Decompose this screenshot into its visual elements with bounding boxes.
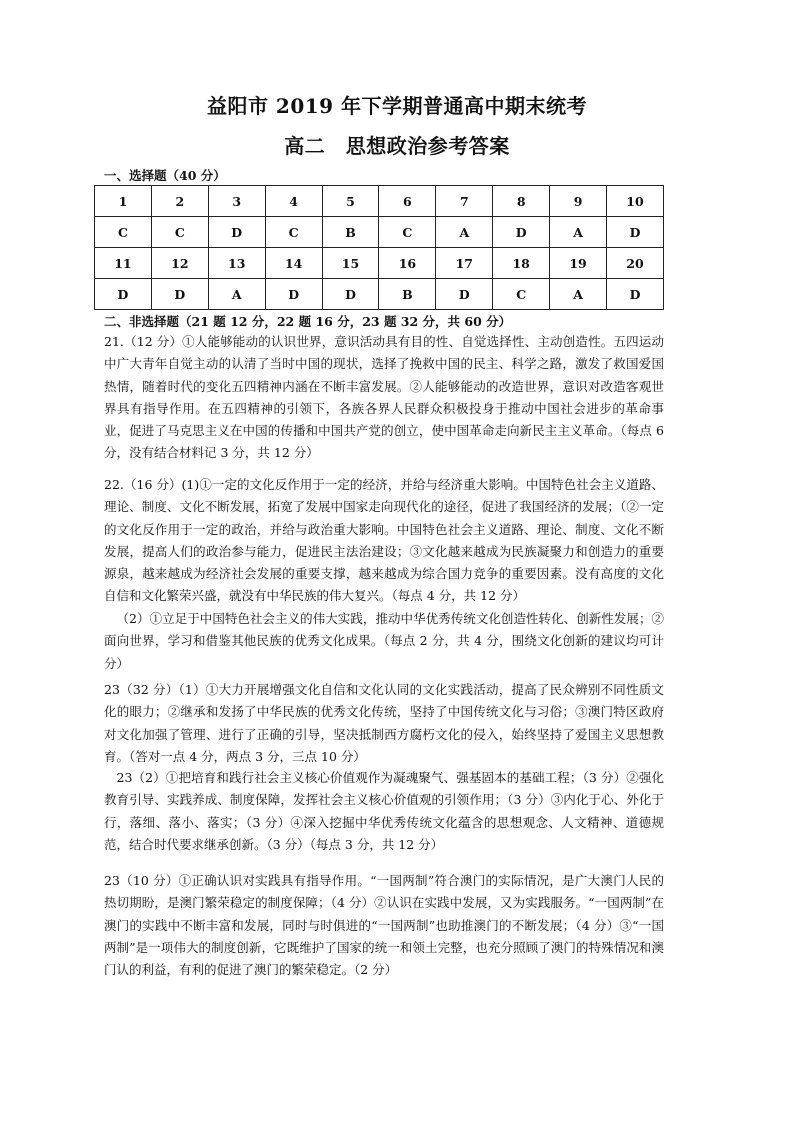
table-cell: 2 xyxy=(151,186,208,217)
answer-q22-part1: 22.（16 分）(1)①一定的文化反作用于一定的经济，并给与经济重大影响。中国特色社会主义道路、理论、制度、文化不断发展，拓宽了发展中国家走向现代化的途径，促进了我国经济的发展；（②一定的文化反作用于一定的政治，并给与政治重大影响。中国特色社会主义道路、理论、制度、文化不断发展，提高人们的政治参与能力，促进民主法治建设；③文化越来越成为民族凝聚力和创造力的重要源泉，越来越成为经济社会发展的重要支撑，越来越成为综合国力竞争的重要因素。没有高度的文化自信和文化繁荣兴盛，就没有中华民族的伟大复兴。（每点 4 分，共 12 分） xyxy=(104,477,664,604)
section1-heading: 一、选择题（40 分） xyxy=(104,168,226,183)
document-title: 益阳市 2019 年下学期普通高中期末统考 xyxy=(206,94,588,118)
table-cell: 14 xyxy=(265,248,322,279)
table-cell: D xyxy=(151,279,208,310)
table-cell: D xyxy=(607,217,664,248)
table-cell: C xyxy=(151,217,208,248)
table-cell: D xyxy=(322,279,379,310)
answer-q23-part1: 23（32 分）（1）①大力开展增强文化自信和文化认同的文化实践活动，提高了民众辨别不同性质文化的眼力；②继承和发扬了中华民族的优秀文化传统，坚持了中国传统文化与习俗；③澳门特区政府对文化加强了管理、进行了正确的引导，坚决抵制西方腐朽文化的侵入，始终坚持了爱国主义思想教育。（答对一点 4 分，两点 3 分，三点 10 分） xyxy=(104,682,664,764)
table-row xyxy=(95,279,664,310)
answer-q23-part3: 23（10 分）①正确认识对实践具有指导作用。“一国两制”符合澳门的实际情况，是广大澳门人民的热切期盼，是澳门繁荣稳定的制度保障；（4 分）②认识在实践中发展，又为实践服务。“一国两制”在澳门的实践中不断丰富和发展，同时与时俱进的“一国两制”也助推澳门的不断发展；（4 分）③“一国两制”是一项伟大的制度创新，它既维护了国家的统一和领土完整，也充分照顾了澳门的特殊情况和澳门认的利益，有利的促进了澳门的繁荣稳定。（2 分） xyxy=(104,873,664,978)
table-cell: B xyxy=(379,279,436,310)
answer-q23-part2: 23（2）①把培育和践行社会主义核心价值观作为凝魂聚气、强基固本的基础工程；（3 分）②强化教育引导、实践养成、制度保障，发挥社会主义核心价值观的引领作用；（3 分）③内化于心、外化于行，落细、落小、落实；（3 分）④深入挖掘中华优秀传统文化蕴含的思想观念、人文精神、道德规范，结合时代要求继承创新。（3 分）（每点 3 分，共 12 分） xyxy=(104,770,664,852)
table-cell: 12 xyxy=(151,248,208,279)
table-cell: A xyxy=(436,217,493,248)
table-cell: 18 xyxy=(493,248,550,279)
answer-q22-part2: （2）①立足于中国特色社会主义的伟大实践，推动中华优秀传统文化创造性转化、创新性发展；②面向世界，学习和借鉴其他民族的优秀文化成果。（每点 2 分，共 4 分，围绕文化创新的建议均可计分） xyxy=(104,611,664,671)
answer-q21: 21.（12 分）①人能够能动的认识世界，意识活动具有目的性、自觉选择性、主动创造性。五四运动中广大青年自觉主动的认清了当时中国的现状，选择了挽救中国的民主、科学之路，激发了救国爱国热情，随着时代的变化五四精神内涵在不断丰富发展。②人能够能动的改造世界，意识对改造客观世界具有指导作用。在五四精神的引领下，各族各界人民群众积极投身于推动中国社会进步的革命事业，促进了马克思主义在中国的传播和中国共产党的创立，使中国革命走向新民主主义革命。（每点 6 分，没有结合材料记 3 分，共 12 分） xyxy=(104,334,664,461)
table-row xyxy=(95,217,664,248)
table-row xyxy=(95,186,664,217)
table-cell: 11 xyxy=(95,248,152,279)
table-cell: C xyxy=(265,217,322,248)
table-cell: 1 xyxy=(95,186,152,217)
table-cell: D xyxy=(436,279,493,310)
table-cell: 17 xyxy=(436,248,493,279)
table-cell: C xyxy=(493,279,550,310)
table-cell: C xyxy=(95,217,152,248)
table-cell: C xyxy=(379,217,436,248)
table-cell: 15 xyxy=(322,248,379,279)
section2-heading: 二、非选择题（21 题 12 分，22 题 16 分，23 题 32 分，共 60 分） xyxy=(104,314,512,329)
table-cell: 10 xyxy=(607,186,664,217)
table-cell: 20 xyxy=(607,248,664,279)
table-cell: 19 xyxy=(550,248,607,279)
table-cell: 8 xyxy=(493,186,550,217)
table-cell: 4 xyxy=(265,186,322,217)
table-cell: 16 xyxy=(379,248,436,279)
table-cell: A xyxy=(550,279,607,310)
table-cell: 13 xyxy=(208,248,265,279)
table-row xyxy=(95,248,664,279)
table-cell: 3 xyxy=(208,186,265,217)
document-subtitle: 高二 思想政治参考答案 xyxy=(284,134,510,158)
table-cell: D xyxy=(265,279,322,310)
table-cell: D xyxy=(95,279,152,310)
table-cell: D xyxy=(208,217,265,248)
answer-table xyxy=(94,185,664,310)
table-cell: 7 xyxy=(436,186,493,217)
table-cell: 6 xyxy=(379,186,436,217)
table-cell: D xyxy=(607,279,664,310)
table-cell: A xyxy=(208,279,265,310)
table-cell: 5 xyxy=(322,186,379,217)
table-cell: B xyxy=(322,217,379,248)
table-cell: D xyxy=(493,217,550,248)
table-cell: 9 xyxy=(550,186,607,217)
table-cell: A xyxy=(550,217,607,248)
